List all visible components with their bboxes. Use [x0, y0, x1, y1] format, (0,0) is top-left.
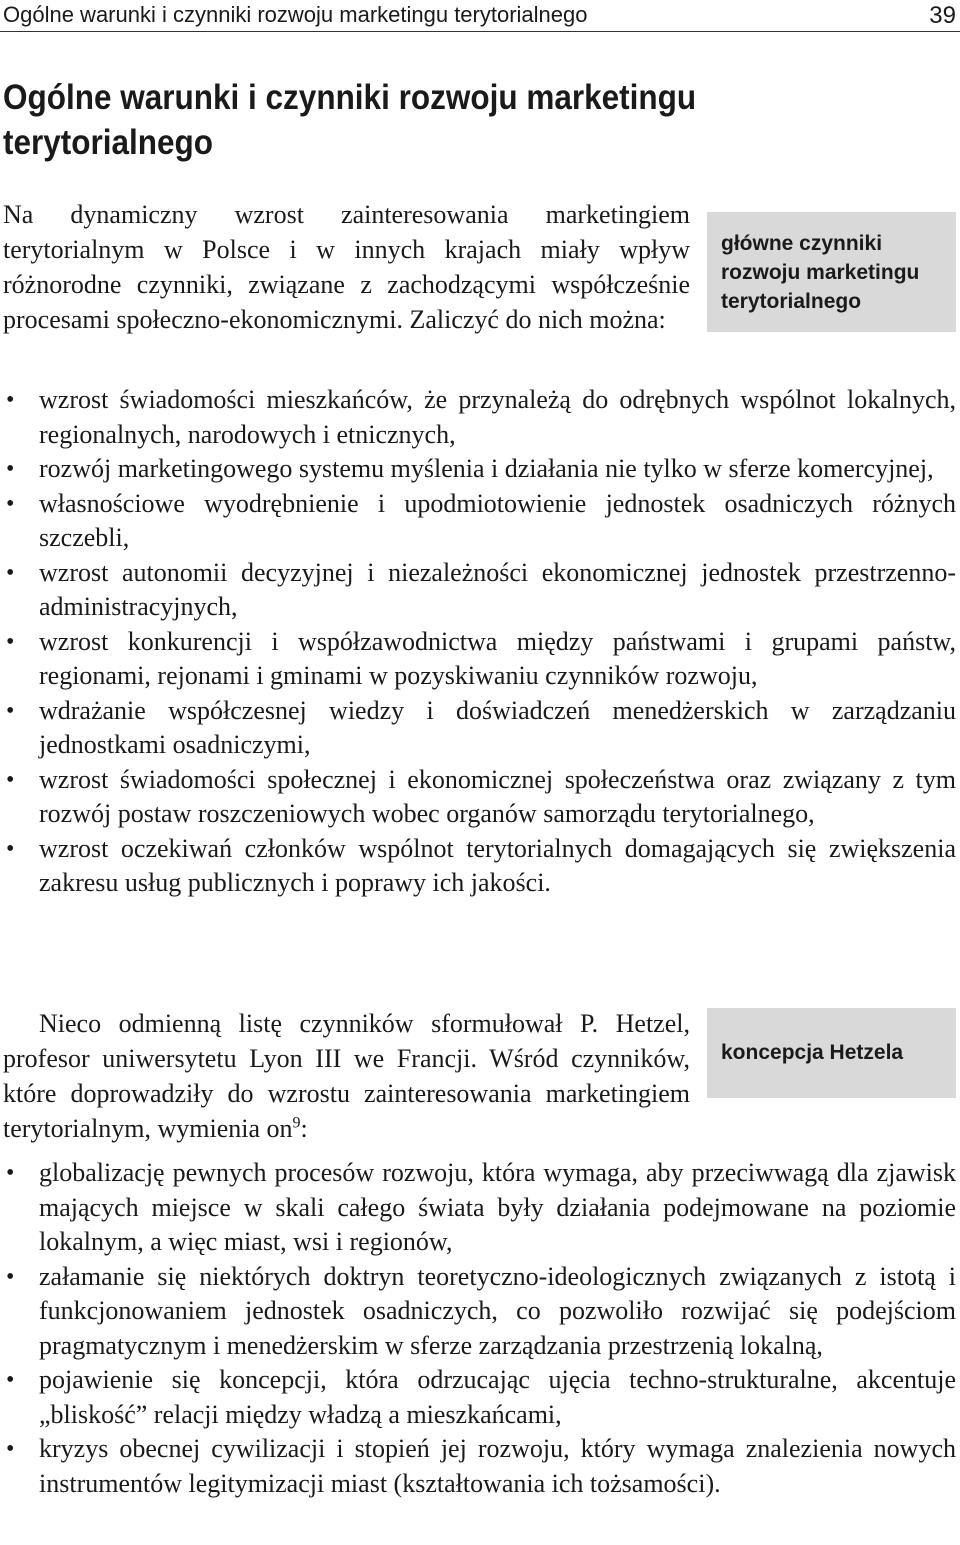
list-item — [3, 694, 956, 763]
hetzel-paragraph — [3, 1006, 690, 1146]
list-item — [3, 383, 956, 452]
list-item-text: własnościowe wyodrębnienie i upodmiotowienie jednostek osadniczych różnych szczebli, — [39, 488, 956, 552]
bullet-icon: • — [6, 559, 15, 586]
hetzel-paragraph-text: Nieco odmienną listę czynników sformułował P. Hetzel, profesor uniwersytetu Lyon III we Francji. Wśród czynników, które doprowadziły do wzrostu zainteresowania marketingiem terytorialnym, wymienia on — [3, 1009, 690, 1143]
list-item — [3, 832, 956, 901]
bullet-icon: • — [6, 628, 15, 655]
list-item — [3, 487, 956, 556]
footnote-ref: 9 — [292, 1114, 301, 1132]
list-item-text: załamanie się niektórych doktryn teoretyczno-ideologicznych związanych z istotą i funkcjonowaniem jednostek osadniczych, co pozwoliło rozwijać się podejściom pragmatycznym i menedżerskim w sferze zarządzania przestrzenią lokalną, — [39, 1261, 956, 1360]
hetzel-list — [3, 1156, 956, 1501]
bullet-icon: • — [6, 1436, 15, 1462]
bullet-icon: • — [6, 697, 15, 724]
bullet-icon: • — [6, 1160, 15, 1186]
hetzel-paragraph-end: : — [300, 1114, 308, 1143]
list-item — [3, 763, 956, 832]
list-item-text: rozwój marketingowego systemu myślenia i działania nie tylko w sferze komercyjnej, — [39, 454, 934, 483]
bullet-icon: • — [6, 490, 15, 517]
list-item-text: wzrost świadomości społecznej i ekonomicznej społeczeństwa oraz związany z tym rozwój postaw roszczeniowych wobec organów samorządu terytorialnego, — [39, 764, 956, 828]
running-title: Ogólne warunki i czynniki rozwoju marketingu terytorialnego — [3, 2, 588, 27]
sidenote-hetzel: koncepcja Hetzela — [707, 1008, 956, 1098]
list-item-text: wzrost autonomii decyzyjnej i niezależności ekonomicznej jednostek przestrzenno-administracyjnych, — [39, 557, 956, 621]
list-item-text: wzrost świadomości mieszkańców, że przynależą do odrębnych wspólnot lokalnych, regionalnych, narodowych i etnicznych, — [39, 385, 956, 449]
intro-paragraph: Na dynamiczny wzrost zainteresowania marketingiem terytorialnym w Polsce i w innych krajach miały wpływ różnorodne czynniki, związane z zachodzącymi współcześnie procesami społeczno-ekonomicznymi. Zaliczyć do nich można: — [3, 200, 690, 334]
bullet-icon: • — [6, 387, 15, 413]
bullet-icon: • — [6, 1263, 15, 1290]
list-item — [3, 1156, 956, 1260]
list-item-text: wdrażanie współczesnej wiedzy i doświadczeń menedżerskich w zarządzaniu jednostkami osadniczymi, — [39, 695, 956, 759]
list-item-text: pojawienie się koncepcji, która odrzucając ujęcia techno-strukturalne, akcentuje „bliskość” relacji między władzą a mieszkańcami, — [39, 1365, 956, 1429]
list-item-text: wzrost oczekiwań członków wspólnot terytorialnych domagających się zwiększenia zakresu usług publicznych i poprawy ich jakości. — [39, 833, 956, 897]
list-item-text: wzrost konkurencji i współzawodnictwa między państwami i grupami państw, regionami, rejonami i gminami w pozyskiwaniu czynników rozwoju, — [39, 626, 956, 690]
bullet-icon: • — [6, 766, 15, 793]
list-item — [3, 452, 956, 487]
factors-list — [3, 383, 956, 901]
page-header — [0, 0, 960, 32]
bullet-icon: • — [6, 835, 15, 862]
sidenote-main-factors: główne czynniki rozwoju marketingu terytorialnego — [707, 212, 956, 332]
bullet-icon: • — [6, 456, 15, 482]
list-item-text: kryzys obecnej cywilizacji i stopień jej rozwoju, który wymaga znalezienia nowych instrumentów legitymizacji miast (kształtowania ich tożsamości). — [39, 1434, 956, 1498]
list-item-text: globalizację pewnych procesów rozwoju, która wymaga, aby przeciwwagą dla zjawisk mających miejsce w skali całego świata były działania podejmowane na poziomie lokalnym, a więc miast, wsi i regionów, — [39, 1158, 956, 1256]
list-item — [3, 556, 956, 625]
list-item — [3, 1432, 956, 1501]
page-number: 39 — [929, 2, 956, 29]
chapter-title: Ogólne warunki i czynniki rozwoju marketingu terytorialnego — [3, 78, 697, 162]
list-item — [3, 1363, 956, 1432]
bullet-icon: • — [6, 1367, 15, 1393]
list-item — [3, 1260, 956, 1364]
list-item — [3, 625, 956, 694]
